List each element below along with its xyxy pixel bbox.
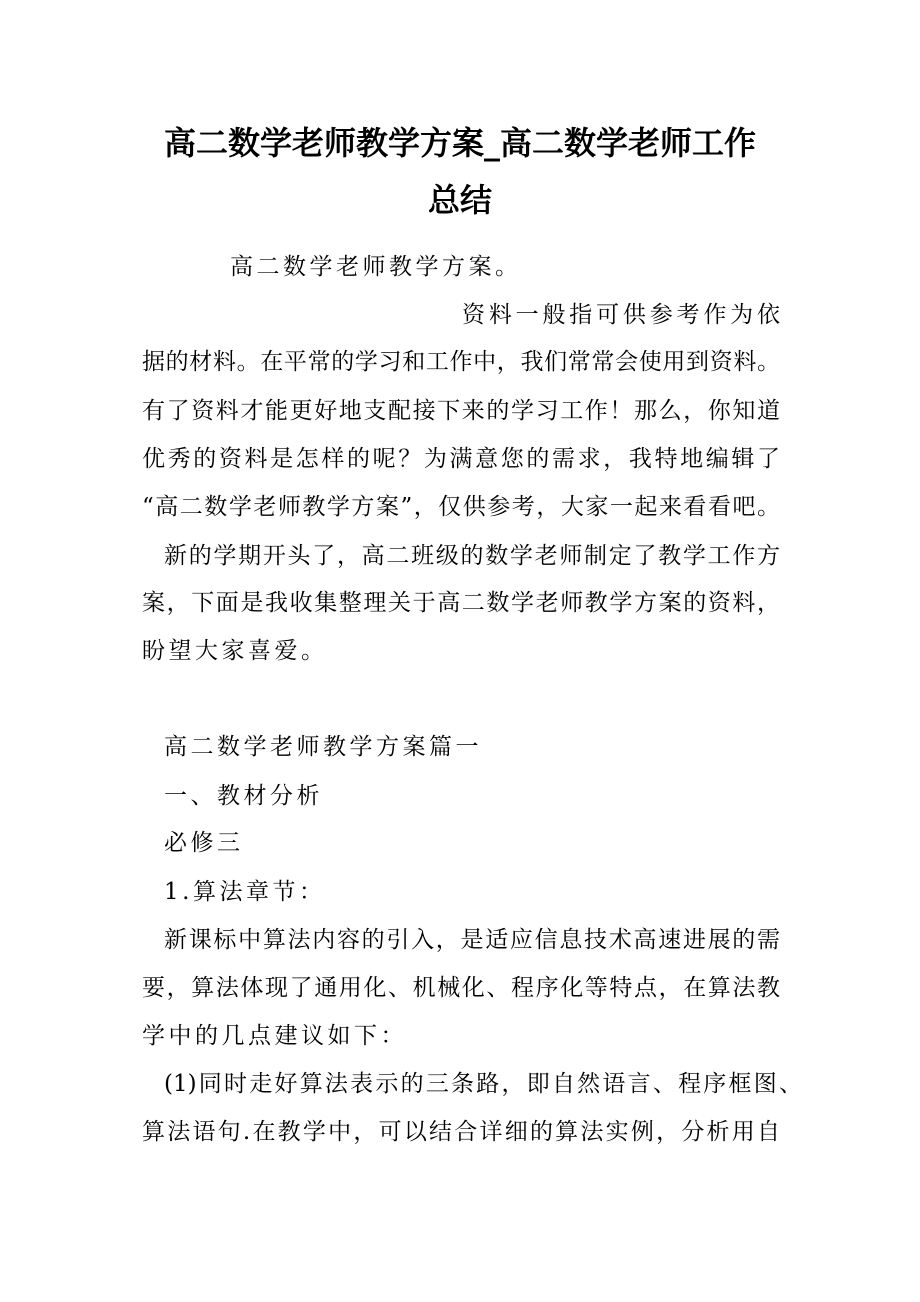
- paragraph-2-line-1: 新的学期开头了，高二班级的数学老师制定了教学工作方: [164, 543, 780, 569]
- section-heading: 高二数学老师教学方案篇一: [164, 734, 482, 760]
- paragraph-2-line-2: 案，下面是我收集整理关于高二数学老师教学方案的资料，: [142, 590, 780, 616]
- paragraph-4-line-1: (1)同时走好算法表示的三条路，即自然语言、程序框图、: [164, 1071, 802, 1097]
- paragraph-4-line-2: 算法语句.在教学中，可以结合详细的算法实例，分析用自: [142, 1119, 780, 1145]
- document-title-line-2: 总结: [427, 181, 492, 219]
- document-title-line-1: 高二数学老师教学方案_高二数学老师工作: [163, 124, 756, 162]
- intro-line-2: 据的材料。在平常的学习和工作中，我们常常会使用到资料。: [142, 349, 780, 375]
- paragraph-3-line-3: 学中的几点建议如下：: [142, 1023, 407, 1049]
- intro-line-1: 资料一般指可供参考作为依: [462, 302, 780, 328]
- intro-line-3: 有了资料才能更好地支配接下来的学习工作！那么，你知道: [142, 398, 780, 424]
- paragraph-2-line-3: 盼望大家喜爱。: [142, 638, 328, 664]
- intro-line-5: “高二数学老师教学方案”，仅供参考，大家一起来看看吧。: [142, 494, 780, 520]
- subtitle: 高二数学老师教学方案。: [230, 254, 522, 280]
- subheading-algorithm-chapter: 1.算法章节：: [164, 879, 326, 905]
- subheading-textbook-analysis: 一、教材分析: [164, 783, 323, 809]
- paragraph-3-line-2: 要，算法体现了通用化、机械化、程序化等特点，在算法教: [142, 975, 780, 1001]
- intro-line-4: 优秀的资料是怎样的呢？为满意您的需求，我特地编辑了: [142, 446, 780, 472]
- subheading-required-3: 必修三: [164, 830, 244, 856]
- paragraph-3-line-1: 新课标中算法内容的引入，是适应信息技术高速进展的需: [164, 927, 780, 953]
